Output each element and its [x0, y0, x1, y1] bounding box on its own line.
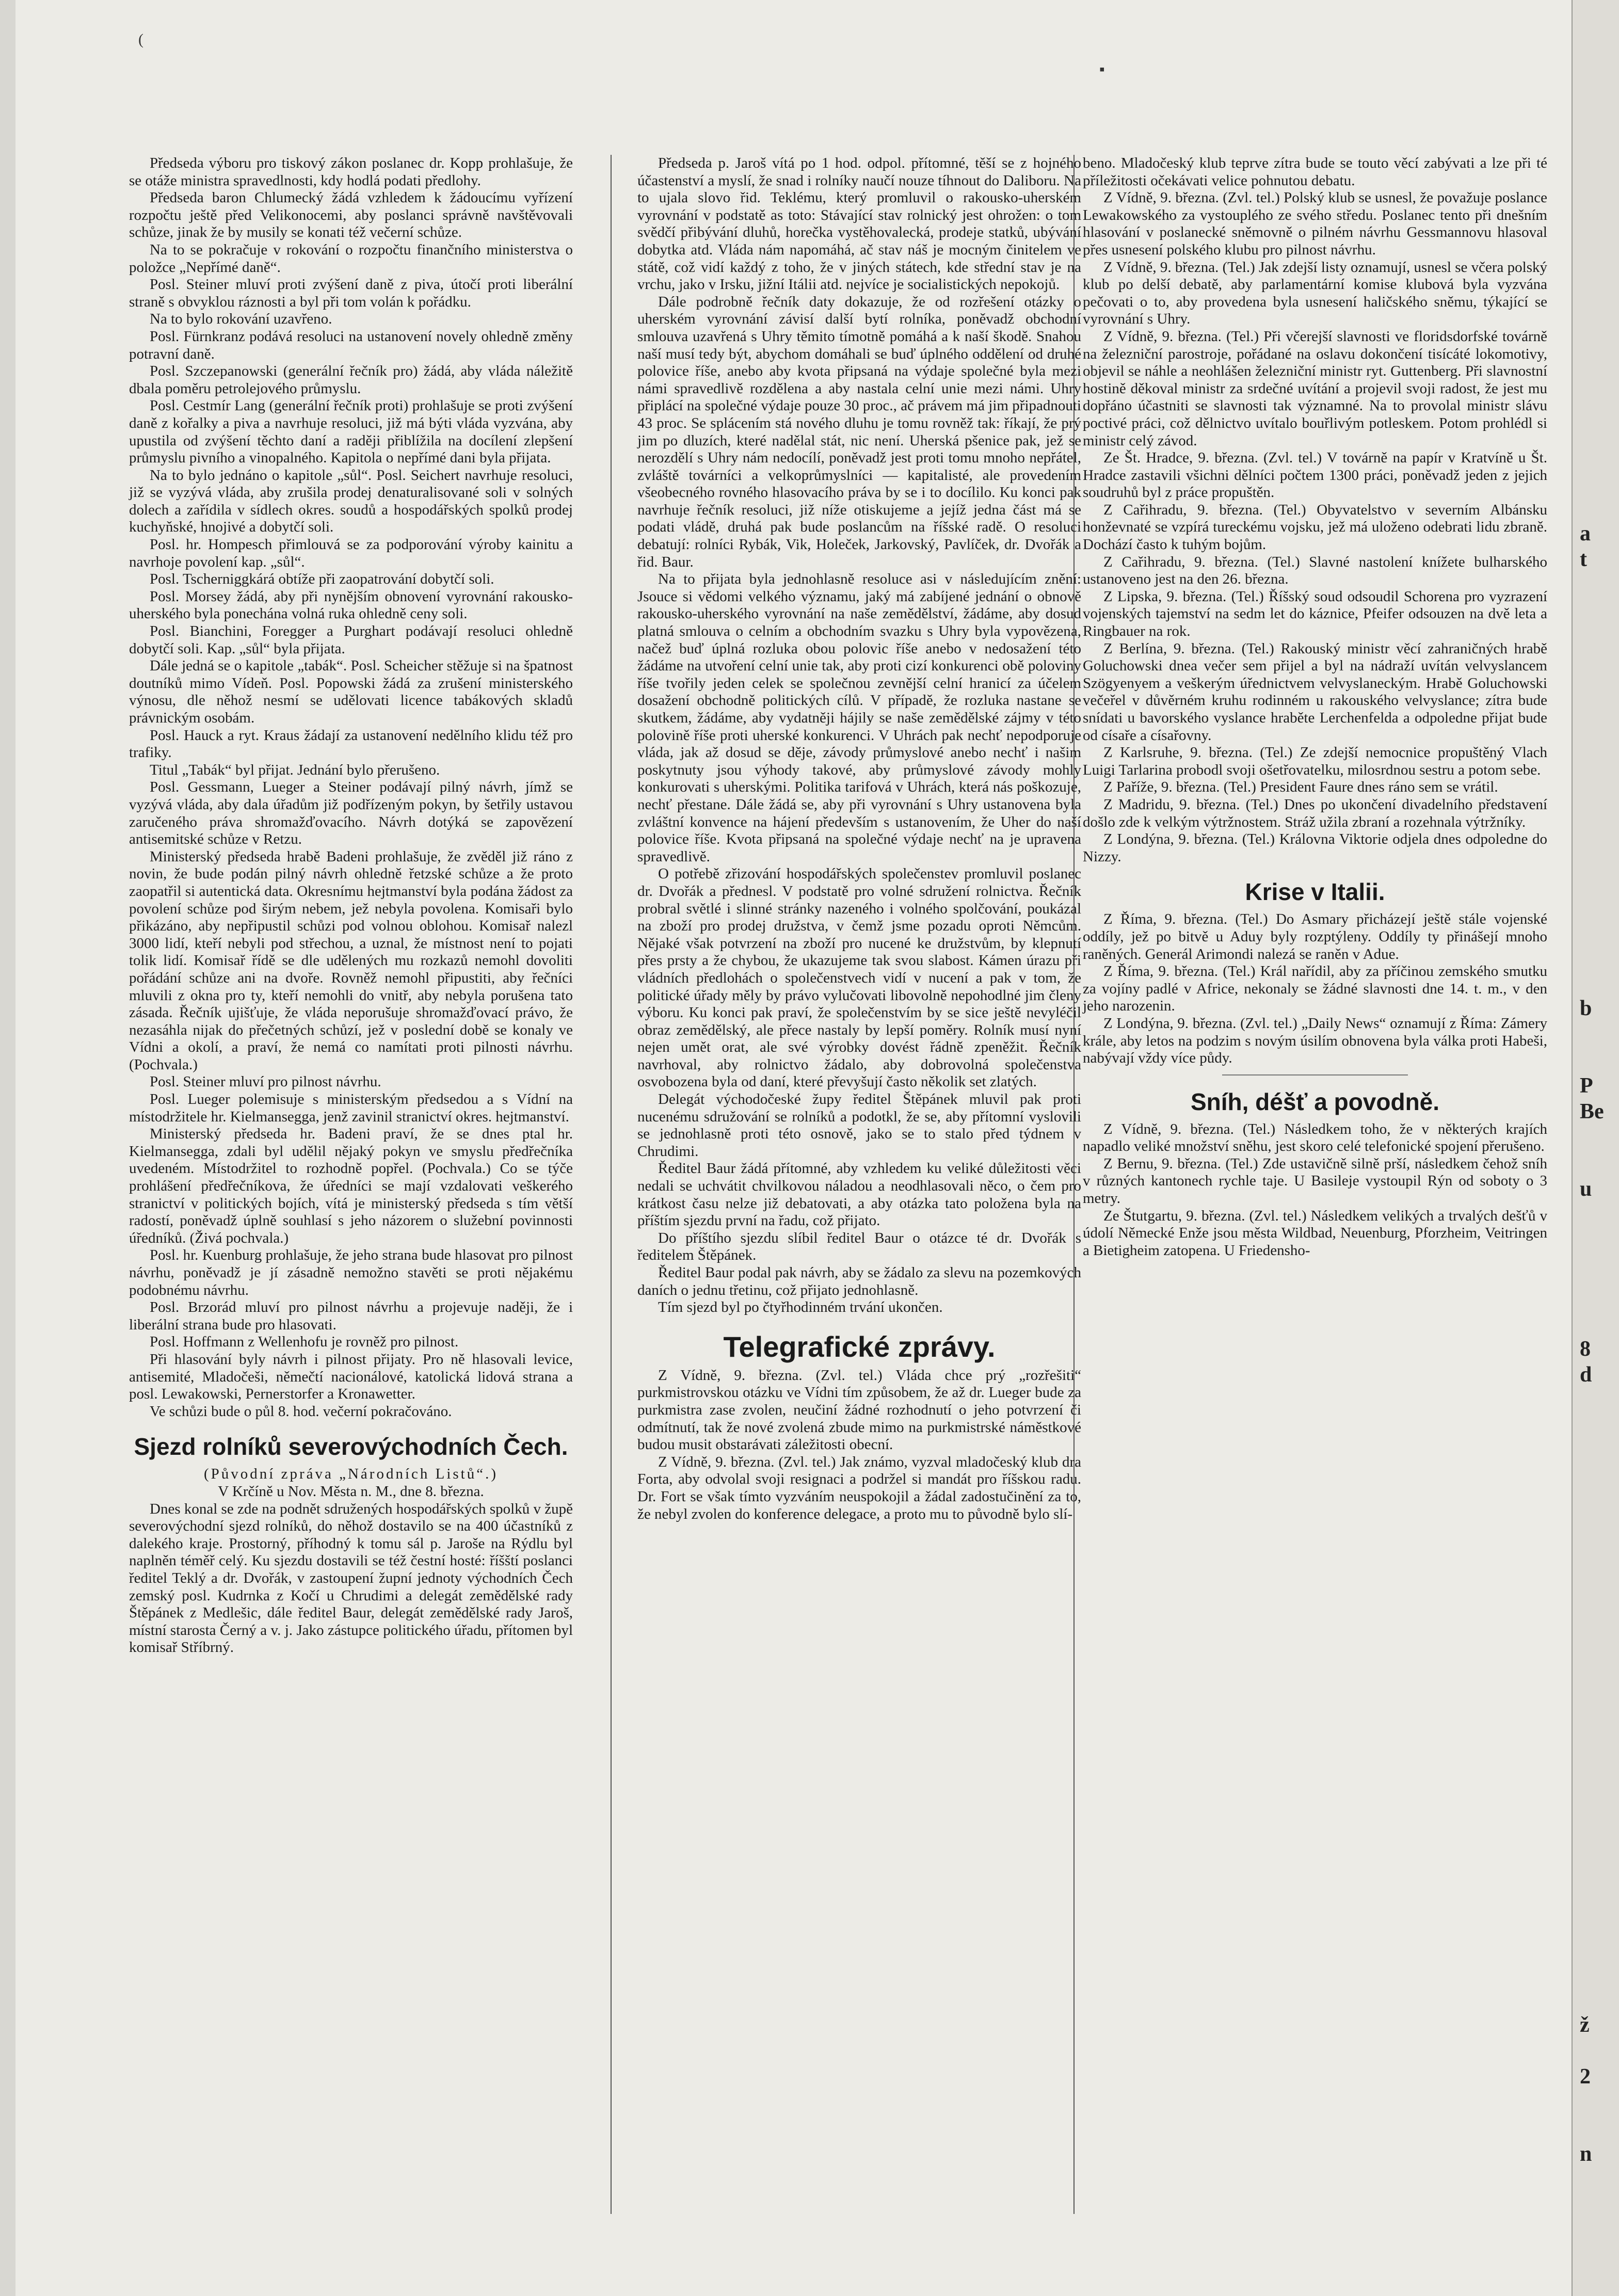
edge-fragment: Be [1580, 1100, 1604, 1123]
article-paragraph: Posl. Tscherniggkárá obtíže při zaopatrování dobytčí soli. [150, 571, 494, 588]
news-item: Z Vídně, 9. března. (Tel.) Následkem toho, že v některých krajích napadlo veliké množství sněhu, jest skoro celé telefonické spojení přerušeno. [1083, 1120, 1547, 1155]
article-paragraph: Ministerský předseda hrabě Badeni prohlašuje, že zvěděl již ráno z novin, že bude podán pilný návrh ohledně řetzské schůze a že proto zaopatřil si autentická data. Okresnímu hejtmanství byla podána žádost za povolení schůze pod širým nebem, jež nebyla povolena. Komisaři bylo přikázáno, aby nepřipustil schůzi pod volnou oblohou. Komisař nalezl 3000 lidí, kteří nebyli pod střechou, a uznal, že místnost není to pojati tolik lidí. Komisař řídě se dle udělených mu rozkazů nemohl dovoliti pořádání schůze ani na dvoře. Rovněž nemohl připustiti, aby řečníci mluvili z okna pro ty, kteří nemohli do vnitř, aby nebyla porušena tato zásada. Řečník ujišťuje, že vláda neporušuje shromažďovací právo, že nezasáhla nijak do přečetných schůzí, jež v poslední době se konaly ve Vídni a okolí, a praví, že nemá co namítati proti pilnosti návrhu. (Pochvala.) [129, 848, 573, 1073]
scan-speck: ( [138, 31, 143, 48]
news-item: Z Říma, 9. března. (Tel.) Do Asmary přicházejí ještě stále vojenské oddíly, jež po bitvě u Aduy byly rozptýleny. Oddíly ty přinášejí mnoho raněných. Generál Arimondi nalezá se raněn v Adue. [1083, 911, 1547, 962]
adjacent-page-edge [1572, 0, 1619, 2296]
article-paragraph: Dále podrobně řečník daty dokazuje, že od rozřešení otázky o uherském vyrovnání závisí další bytí rolníka, poněvadž obchodní smlouva uzavřená s Uhry těmito tímotně pomáhá a k naší škodě. Snahou naší musí tedy být, abychom domáhali se buď úplného oddělení od druhé polovice říše, anebo aby kvota připsaná na výdaje společné byla mezi námi spravedlivě rozdělena a aby nastala celní unie mezi námi. Uhry připlácí na společné výdaje pouze 30 proc., ač právem má jim připadnouti 43 proc. Se splácením stá nového dluhu je tomu rovněž tak: říkají, že prý jim po dluzích, které nadělal stát, nic není. Uherská pšenice pak, jež se nerozdělí s Uhry nám nedocílí, poněvadž jest proti tomu mnoho nepřátel, zvláště továrníci a velkoprůmyslníci — kapitalisté, ale provedením všeobecného rovného hlasovacího práva by se i to docílilo. Ku konci pak navrhuje řečník resoluci, již níže otiskujeme a jejíž jedna část má se podati vládě, druhá pak bude poslancům na říšské radě. O resoluci debatují: rolníci Rybák, Vik, Holeček, Jarkovský, Pavlíček, dr. Dvořák a řid. Baur. [637, 293, 1081, 570]
article-paragraph: Na to se pokračuje v rokování o rozpočtu finančního ministerstva o položce „Nepřímé daně“. [129, 241, 573, 276]
edge-fragment: ž [1580, 2013, 1590, 2037]
news-item: Z Paříže, 9. března. (Tel.) President Faure dnes ráno sem se vrátil. [1103, 779, 1498, 796]
article-paragraph: Tím sjezd byl po čtyřhodinném trvání ukončen. [658, 1299, 943, 1316]
article-paragraph: Ředitel Baur podal pak návrh, aby se žádalo za slevu na pozemkových daních o jednu třetinu, což přijato jednohlasně. [637, 1264, 1081, 1298]
news-item: Ze Štutgartu, 9. března. (Zvl. tel.) Následkem velikých a trvalých dešťů v údolí Německé Enže jsou města Wildbad, Neuenburg, Pforzheim, Veitringen a Bietigheim zatopena. U Friedensho- [1083, 1207, 1547, 1259]
article-paragraph: Předseda p. Jaroš vítá po 1 hod. odpol. přítomné, těší se z hojného účastenství a myslí, že snad i rolníky naučí nouze tíhnout do Daliboru. Na to ujala slovo řid. Teklému, který promluvil o rakousko-uherském vyrovnání v podstatě as toto: Stávající stav rolnický jest ohrožen: o tom svědčí přibývání dluhů, horečka vystěhovalecká, prodeje statků, ubývání dobytka atd. Vláda nám napomáhá, ač stav náš je mocným činitelem ve státě, což vidí každý z toho, že v jiných státech, kde střední stav je na vrchu, jako v Irsku, jižní Itálii atd. nejvíce je socialistických nepokojů. [637, 155, 1081, 293]
article-paragraph: Dnes konal se zde na podnět sdružených hospodářských spolků v župě severovýchodní sjezd rolníků, do něhož dostavilo se na 400 účastníků z dalekého kraje. Prostorný, příhodný k tomu sál p. Jaroše na Rýdlu byl naplněn téměř celý. Ku sjezdu dostavili se též čestní hosté: říšští poslanci ředitel Teklý a dr. Dvořák, v zastoupení župní jednoty východních Čech zemský posl. Kudrnka z Kočí u Chrudimi a delegát zemědělské rady Štěpánek z Medlešic, dále ředitel Baur, delegát zemědělské rady Jaroš, místní starosta Černý a v. j. Jako zástupce politického úřadu, přítomen byl komisař Stříbrný. [129, 1500, 573, 1656]
news-item: beno. Mladočeský klub teprve zítra bude se touto věcí zabývati a lze při té příležitosti očekávati velice pohnutou debatu. [1083, 155, 1547, 189]
column-1 [129, 155, 573, 1657]
news-item: Z Londýna, 9. března. (Tel.) Královna Viktorie odjela dnes odpoledne do Nizzy. [1083, 831, 1547, 865]
article-paragraph: Posl. Szczepanowski (generální řečník pro) žádá, aby vláda náležitě dbala poměru petrolejového průmyslu. [129, 363, 573, 397]
article-paragraph: Posl. hr. Kuenburg prohlašuje, že jeho strana bude hlasovat pro pilnost návrhu, poněvadž je jí zásadně nemožno stavěti se proti nějakému podobnému návrhu. [129, 1247, 573, 1298]
article-paragraph: Dále jedná se o kapitole „tabák“. Posl. Scheicher stěžuje si na špatnost doutníků mimo Vídeň. Posl. Popowski žádá za zrušení ministerského výnosu, dle něhož nesmí se udělovati licence tabákových skladů právnickým osobám. [129, 657, 573, 726]
article-paragraph: Ministerský předseda hr. Badeni praví, že se dnes ptal hr. Kielmansegga, zdali byl udělil nějaký pokyn ve smyslu předřečníka uvedeném. Místodržitel to rozhodně popřel. (Pochvala.) Co se týče prohlášení předřečníkova, že úředníci se mají vzdalovati veškerého stranictví v politických bojích, vítá je ministerský předseda s tím větší radostí, poněvadž úplně souhlasí s jeho názorem o služební povinnosti úředníků. (Živá pochvala.) [129, 1126, 573, 1246]
article-paragraph: O potřebě zřizování hospodářských společenstev promluvil poslanec dr. Dvořák a přednesl. V podstatě pro volné sdružení rolnictva. Řečník probral světlé i slinné stránky nazeného i volného spolčování, poukázal na zboží pro prodej družstva, v čemž jsme pozadu oproti Němcům. Nějaké však potvrzení na zboží pro nucené ke družstvům, by klepnutí přes prsty a že chybou, že ukazujeme tak svou slabost. Kámen úrazu při vládních předlohách o společenstvech vidí v nucení a pak v tom, že politické úřady měly by právo vylučovati libovolně nepohodlné jim členy výboru. Ku konci pak praví, že společenstvím by se sice ještě nevyléčil obraz zemědělský, ale přece nastaly by lepší poměry. Rolník musí nyní nejen umět orat, ale své výrobky dovést řádně zpeněžit. Řečník navrhoval, aby rolnictvo žádalo, aby dobrovolná společenstva osvobozena byla od daní, které převyšují často několik set zlatých. [637, 865, 1081, 1090]
news-item: Z Bernu, 9. března. (Tel.) Zde ustavičně silně prší, následkem čehož sníh v různých kantonech rychle taje. U Basileje vystoupil Rýn od soboty o 3 metry. [1083, 1155, 1547, 1207]
article-paragraph: Posl. Fürnkranz podává resoluci na ustanovení novely ohledně změny potravní daně. [129, 328, 573, 362]
article-paragraph: Posl. Hauck a ryt. Kraus žádají za ustanovení nedělního klidu též pro trafiky. [129, 727, 573, 761]
news-item: Z Lipska, 9. března. (Tel.) Říšský soud odsoudil Schorena pro vyzrazení vojenských tajemství na sedm let do káznice, Pfeifer odsouzen na dvě leta a Ringbauer na rok. [1083, 588, 1547, 640]
article-paragraph: Delegát východočeské župy ředitel Štěpánek mluvil pak proti nucenému sdružování se rolníků a podotkl, že se, aby přítomní vyslovili se jednohlasně proti této osnově, jako se to stalo před týdnem v Chrudimi. [637, 1091, 1081, 1160]
article-paragraph: Posl. Lueger polemisuje s ministerským předsedou a s Vídní na místodržitele hr. Kielmansegga, jenž zavinil stranictví okres. hejtmanství. [129, 1091, 573, 1125]
edge-fragment: a [1580, 522, 1591, 545]
article-paragraph: Posl. Bianchini, Foregger a Purghart podávají resoluci ohledně dobytčí soli. Kap. „sůl“ byla přijata. [129, 623, 573, 657]
edge-fragment: d [1580, 1363, 1592, 1387]
article-paragraph: Posl. Cestmír Lang (generální řečník proti) prohlašuje se proti zvýšení daně z kořalky a piva a navrhuje resoluci, již má býti vláda vyzvána, aby upustila od zvýšení těchto daní a raději přiblížila na docílení zlepšení průmyslu pivního a vinopalného. Kapitola o nepřímé dani byla přijata. [129, 397, 573, 467]
news-item: Z Berlína, 9. března. (Tel.) Rakouský ministr věcí zahraničných hrabě Goluchowski dnea večer sem přijel a byl na nádraží uvítán velvyslancem Szögyenyem a veškerým úřednictvem velvyslaneckým. Hrabě Goluchowski večeřel v důvěrném kruhu rodinném u rakouského velvyslance; zítra bude snídati u bavorského vyslance hraběte Lerchenfelda a odpoledne přijat bude od císaře a císařovny. [1083, 640, 1547, 744]
article-paragraph: Do příštího sjezdu slíbil ředitel Baur o otázce té dr. Dvořák s ředitelem Štěpánek. [637, 1229, 1081, 1264]
column-2 [637, 155, 1081, 1523]
news-item: Z Říma, 9. března. (Tel.) Král nařídil, aby za příčinou zemského smutku za vojíny padlé v Africe, nekonaly se žádné slavnosti dne 14. t. m., v den jeho narozenin. [1083, 963, 1547, 1015]
section-divider [1222, 1074, 1408, 1075]
scan-speck: ▪ [1099, 61, 1105, 78]
article-paragraph: Posl. Brzorád mluví pro pilnost návrhu a projevuje naději, že i liberální strana bude pro hlasovati. [129, 1299, 573, 1333]
news-item: Z Cařihradu, 9. března. (Tel.) Obyvatelstvo v severním Albánsku honževnaté se vzpírá tureckému vojsku, jež má uloženo odebrati lidu zbraně. Dochází často k tuhým bojům. [1083, 501, 1547, 553]
scan-shadow [0, 0, 15, 2296]
article-paragraph: Posl. Morsey žádá, aby při nynějším obnovení vyrovnání rakousko-uherského byla ponechána volná ruka ohledně ceny soli. [129, 588, 573, 622]
news-item: Z Vídně, 9. března. (Zvl. tel.) Vláda chce prý „rozřešiti“ purkmistrovskou otázku ve Vídni tím způsobem, že až dr. Lueger bude za purkmistra zase zvolen, neučiní žádné rozhodnutí o jeho potvrzení či odmítnutí, tak že nové zvolená zbude mimo na purkmistrské náměstkové budou musit obstarávati záležitosti obecní. [637, 1367, 1081, 1453]
section-heading: Krise v Italii. [1245, 878, 1385, 906]
article-paragraph: Posl. Steiner mluví proti zvýšení daně z piva, útočí proti liberální straně s obvyklou ráznosti a byl při tom volán k pořádku. [129, 276, 573, 310]
column-3 [1083, 155, 1547, 1259]
article-paragraph: Při hlasování byly návrh i pilnost přijaty. Pro ně hlasovali levice, antisemité, Mladočeši, němečtí nacionálové, katolická lidová strana a posl. Lewakowski, Pernerstorfer a Kronawetter. [129, 1351, 573, 1403]
edge-fragment: 2 [1580, 2065, 1591, 2089]
section-heading: Telegrafické zprávy. [723, 1330, 996, 1363]
article-paragraph: Posl. Hoffmann z Wellenhofu je rovněž pro pilnost. [150, 1334, 459, 1351]
news-item: Ze Št. Hradce, 9. března. (Zvl. tel.) V továrně na papír v Kratvíně u Št. Hradce zastavili všichni dělníci počtem 1300 práci, poněvadž jeden z jejich soudruhů byl z práce propuštěn. [1083, 449, 1547, 501]
edge-fragment: P [1580, 1074, 1593, 1098]
article-paragraph: Na to bylo rokování uzavřeno. [150, 311, 332, 328]
news-item: Z Vídně, 9. března. (Zvl. tel.) Jak známo, vyzval mladočeský klub dra Forta, aby odvolal svoji resignaci a podržel si mandát pro říšskou radu. Dr. Fort se však tímto vyzváním neuspokojil a žádal zadostučinění za to, že nebyl zvolen do konference delegace, a proto mu to původně bylo slí- [637, 1453, 1081, 1522]
news-item: Z Vídně, 9. března. (Zvl. tel.) Polský klub se usnesl, že považuje poslance Lewakowského za vystouplého ze svého středu. Poslanec tento při dnešním hlasování v poslanecké sněmovně o pilném návrhu Gessmannovu hlasoval přes usnesení polského klubu pro pilnost návrhu. [1083, 189, 1547, 258]
news-item: Z Londýna, 9. března. (Zvl. tel.) „Daily News“ oznamují z Říma: Zámery krále, aby letos na podzim s novým úsilím obnovena byla válka proti Habeši, nabývají vždy více půdy. [1083, 1015, 1547, 1067]
article-paragraph: Titul „Tabák“ byl přijat. Jednání bylo přerušeno. [150, 761, 440, 778]
edge-fragment: 8 [1580, 1337, 1591, 1361]
article-paragraph: Na to přijata byla jednohlasně resoluce asi v následujícím znění: Jsouce si vědomi velkého významu, jaký má zabíjené jednání o obnově rakousko-uherského vyrovnání na naše zemědělství, žádáme, aby dosud platná smlouva o celním a obchodním svazku s Uhry byla vypovězena, načež buď úplná rozluka obou polovic říše anebo v nedosažení této žádáme na utvoření celní unie tak, aby proti cizí konkurenci obě poloviny říše tvořily jeden celek se společnou zevnější celní hranicí za účelem dosažení obchodně politických cílů. V případě, že rozluka nastane se skutkem, žádáme, aby vydatněji hájily se naše zemědělské zájmy v této polovině říše proti uherské konkurenci. V Uhrách pak nechť nepodporuje vláda, jak až dosud se děje, závody průmyslové anebo nechť i našim poskytnuty jsou výhody takové, aby průmyslové závody mohly konkurovati s uherskými. Politika tarifová v Uhrách, která nás poškozuje, nechť přestane. Dále žádá se, aby při vyrovnání s Uhry ustanovena byla zvláštní konvence na hájení především s ustanovením, že Uher do naší polovice říše. Kvota připsaná na společné výdaje nechť na je upravena spravedlivě. [637, 571, 1081, 865]
article-paragraph: Posl. Gessmann, Lueger a Steiner podávají pilný návrh, jímž se vyzývá vláda, aby dala úřadům již podřízeným pokyn, by šetřily ustavou zaručeného práva shromažďovacího. Návrh dotýká se zapovězení antisemitské schůze v Retzu. [129, 779, 573, 848]
news-item: Z Cařihradu, 9. března. (Tel.) Slavné nastolení knížete bulharského ustanoveno jest na den 26. března. [1083, 553, 1547, 588]
article-paragraph: Ve schůzi bude o půl 8. hod. večerní pokračováno. [150, 1403, 452, 1420]
news-item: Z Madridu, 9. března. (Tel.) Dnes po ukončení divadelního představení došlo zde k velkým výtržnostem. Stráž užila zbraní a rozehnala výtržníky. [1083, 796, 1547, 830]
edge-fragment: n [1580, 2142, 1592, 2166]
edge-fragment: b [1580, 997, 1592, 1020]
article-paragraph: Předseda výboru pro tiskový zákon poslanec dr. Kopp prohlašuje, že se otáže ministra spravedlnosti, kdy hodlá podati předlohy. [129, 155, 573, 189]
section-dateline: V Krčíně u Nov. Města n. M., dne 8. března. [218, 1483, 484, 1500]
news-item: Z Vídně, 9. března. (Tel.) Při včerejší slavnosti ve floridsdorfské továrně na železniční parostroje, pořádané na oslavu dokončení tisícáté lokomotivy, objevil se náhle a neohlášen železniční ministr ryt. Guttenberg. Při slavnostní hostině děkoval ministr za srdečné uvítání a projevil svoji radost, že jest mu dopřáno účastniti se slavnosti tak významné. Na to provolal ministr slávu poctivé práci, což dělnictvo uvítalo bouřlivým potleskem. Potom prohlédl si ministr celý závod. [1083, 328, 1547, 449]
article-paragraph: Posl. hr. Hompesch přimlouvá se za podporování výroby kainitu a navrhoje povolení kap. „sůl“. [129, 536, 573, 570]
edge-fragment: u [1580, 1177, 1592, 1201]
edge-fragment: t [1580, 548, 1587, 571]
section-heading: Sjezd rolníků severovýchodních Čech. [134, 1433, 568, 1460]
article-paragraph: Ředitel Baur žádá přítomné, aby vzhledem ku veliké důležitosti věci nedali se uchvátit chvilkovou náladou a neodhlasovali něco, o čem pro krátkost času nelze již debatovati, a aby otázka tato položena byla na příštím sjezdu první na řadu, což přijato. [637, 1160, 1081, 1229]
news-item: Z Vídně, 9. března. (Tel.) Jak zdejší listy oznamují, usnesl se včera polský klub po delší debatě, aby parlamentární komise klubová byla vyzvána pečovati o to, aby provedena byla usnesení haličského sněmu, týkající se vyrovnání s Uhry. [1083, 259, 1547, 328]
article-paragraph: Na to bylo jednáno o kapitole „sůl“. Posl. Seichert navrhuje resoluci, již se vyzývá vláda, aby zrušila prodej denaturalisované soli v solných dolech a zařídila v sídlech okres. soudů a hospodářských spolků prodej kuchyňské, hnojivé a dobytčí soli. [129, 467, 573, 536]
section-subheading: (Původní zpráva „Národních Listů“.) [203, 1466, 499, 1483]
section-heading: Sníh, déšť a povodně. [1190, 1088, 1440, 1115]
article-paragraph: Posl. Steiner mluví pro pilnost návrhu. [150, 1073, 381, 1090]
news-item: Z Karlsruhe, 9. března. (Tel.) Ze zdejší nemocnice propuštěný Vlach Luigi Tarlarina probodl svoji ošetřovatelku, milosrdnou sestru a potom sebe. [1083, 744, 1547, 778]
column-rule [611, 155, 612, 2214]
article-paragraph: Předseda baron Chlumecký žádá vzhledem k žádoucímu vyřízení rozpočtu ještě před Velikonocemi, aby poslanci správně navštěvovali schůze, jinak že by musily se konati též večerní schůze. [129, 189, 573, 241]
